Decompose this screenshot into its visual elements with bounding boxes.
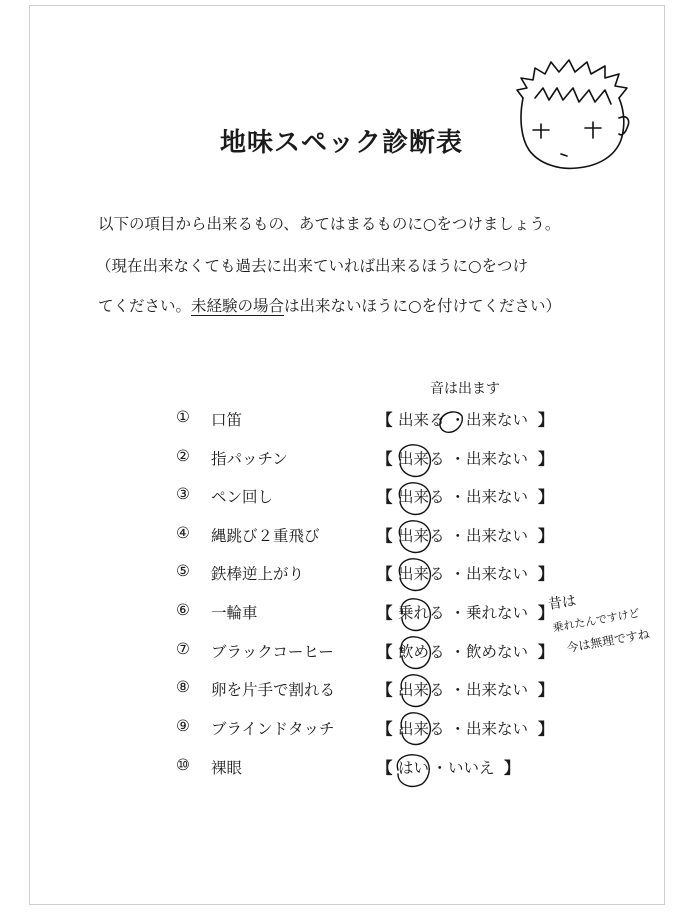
option-no[interactable]: 出来ない bbox=[466, 681, 529, 699]
option-no[interactable]: 出来ない bbox=[466, 720, 529, 738]
bracket-open: 【 bbox=[377, 410, 393, 429]
item-number: ② bbox=[176, 447, 190, 465]
bracket-open: 【 bbox=[377, 564, 393, 583]
item-number: ⑨ bbox=[176, 717, 190, 735]
item-number: ⑦ bbox=[176, 640, 190, 658]
option-no[interactable]: いいえ bbox=[448, 759, 495, 777]
option-separator: ・ bbox=[450, 527, 466, 545]
instruction-underlined-phrase: 未経験の場合 bbox=[191, 297, 285, 315]
bracket-close: 】 bbox=[538, 410, 554, 429]
option-separator: ・ bbox=[450, 411, 466, 429]
option-yes[interactable]: 飲める bbox=[398, 643, 445, 661]
option-separator: ・ bbox=[450, 720, 466, 738]
item-label: 裸眼 bbox=[211, 759, 243, 777]
item-number: ① bbox=[176, 408, 190, 426]
option-yes[interactable]: 出来る bbox=[398, 411, 445, 429]
bracket-open: 【 bbox=[377, 449, 393, 468]
option-no[interactable]: 出来ない bbox=[466, 527, 529, 545]
instruction-line-3a: てください。 bbox=[98, 297, 192, 315]
item-label: 口笛 bbox=[211, 411, 243, 429]
page-title: 地味スペック診断表 bbox=[220, 128, 464, 158]
bracket-open: 【 bbox=[377, 487, 393, 506]
option-yes[interactable]: 出来る bbox=[398, 527, 445, 545]
item-number: ⑧ bbox=[176, 678, 190, 696]
bracket-close: 】 bbox=[538, 719, 554, 738]
handwritten-note-whistle: 音は出ます bbox=[430, 381, 500, 397]
option-no[interactable]: 出来ない bbox=[466, 488, 529, 506]
item-number: ⑩ bbox=[176, 756, 190, 774]
list-item bbox=[0, 717, 698, 741]
bracket-close: 】 bbox=[538, 564, 554, 583]
option-no[interactable]: 乗れない bbox=[466, 604, 529, 622]
option-no[interactable]: 飲めない bbox=[466, 643, 529, 661]
option-no[interactable]: 出来ない bbox=[466, 450, 529, 468]
item-label: ブラックコーヒー bbox=[211, 643, 334, 661]
bracket-open: 【 bbox=[377, 680, 393, 699]
option-yes[interactable]: 出来る bbox=[398, 488, 445, 506]
bracket-close: 】 bbox=[538, 680, 554, 699]
item-number: ③ bbox=[176, 485, 190, 503]
option-yes[interactable]: 乗れる bbox=[398, 604, 445, 622]
instruction-line-3c: は出来ないほうに○を付けてください） bbox=[284, 297, 562, 315]
instruction-line-3 bbox=[98, 294, 561, 316]
item-label: 縄跳び２重飛び bbox=[211, 527, 320, 545]
option-separator: ・ bbox=[432, 759, 448, 777]
list-item bbox=[0, 524, 698, 548]
bracket-close: 】 bbox=[538, 642, 554, 661]
handwritten-note-line-1: 昔は bbox=[547, 593, 578, 613]
item-label: 一輪車 bbox=[211, 604, 258, 622]
list-item bbox=[0, 756, 698, 780]
item-number: ⑤ bbox=[176, 562, 190, 580]
option-separator: ・ bbox=[450, 604, 466, 622]
bracket-open: 【 bbox=[377, 642, 393, 661]
list-item bbox=[0, 408, 698, 432]
option-separator: ・ bbox=[450, 565, 466, 583]
list-item bbox=[0, 485, 698, 509]
character-face-illustration bbox=[515, 58, 640, 176]
list-item bbox=[0, 562, 698, 586]
item-label: ペン回し bbox=[211, 488, 274, 506]
option-no[interactable]: 出来ない bbox=[466, 565, 529, 583]
list-item bbox=[0, 447, 698, 471]
handwritten-note-line-2: 乗れたんですけど bbox=[551, 606, 641, 635]
item-number: ④ bbox=[176, 524, 190, 542]
item-label: 卵を片手で割れる bbox=[211, 681, 336, 699]
option-separator: ・ bbox=[450, 681, 466, 699]
instruction-line-2: （現在出来なくても過去に出来ていれば出来るほうに○をつけ bbox=[96, 257, 529, 275]
option-yes[interactable]: はい bbox=[398, 759, 430, 777]
item-label: 鉄棒逆上がり bbox=[211, 565, 305, 583]
option-separator: ・ bbox=[450, 643, 466, 661]
item-number: ⑥ bbox=[176, 601, 190, 619]
option-yes[interactable]: 出来る bbox=[398, 681, 445, 699]
list-item bbox=[0, 678, 698, 702]
option-yes[interactable]: 出来る bbox=[398, 720, 445, 738]
bracket-close: 】 bbox=[538, 526, 554, 545]
option-yes[interactable]: 出来る bbox=[398, 565, 445, 583]
option-separator: ・ bbox=[450, 488, 466, 506]
option-no[interactable]: 出来ない bbox=[466, 411, 529, 429]
item-label: 指パッチン bbox=[211, 450, 288, 468]
option-yes[interactable]: 出来る bbox=[398, 450, 445, 468]
instruction-line-1: 以下の項目から出来るもの、あてはまるものに○をつけましょう。 bbox=[98, 215, 561, 233]
option-separator: ・ bbox=[450, 450, 466, 468]
bracket-close: 】 bbox=[538, 487, 554, 506]
bracket-open: 【 bbox=[377, 526, 393, 545]
bracket-open: 【 bbox=[377, 758, 393, 777]
bracket-close: 】 bbox=[538, 449, 554, 468]
bracket-close: 】 bbox=[504, 758, 520, 777]
bracket-close: 】 bbox=[538, 603, 554, 622]
bracket-open: 【 bbox=[377, 719, 393, 738]
bracket-open: 【 bbox=[377, 603, 393, 622]
handwritten-note-line-3: 今は無理ですね bbox=[565, 626, 651, 656]
item-label: ブラインドタッチ bbox=[211, 720, 335, 738]
